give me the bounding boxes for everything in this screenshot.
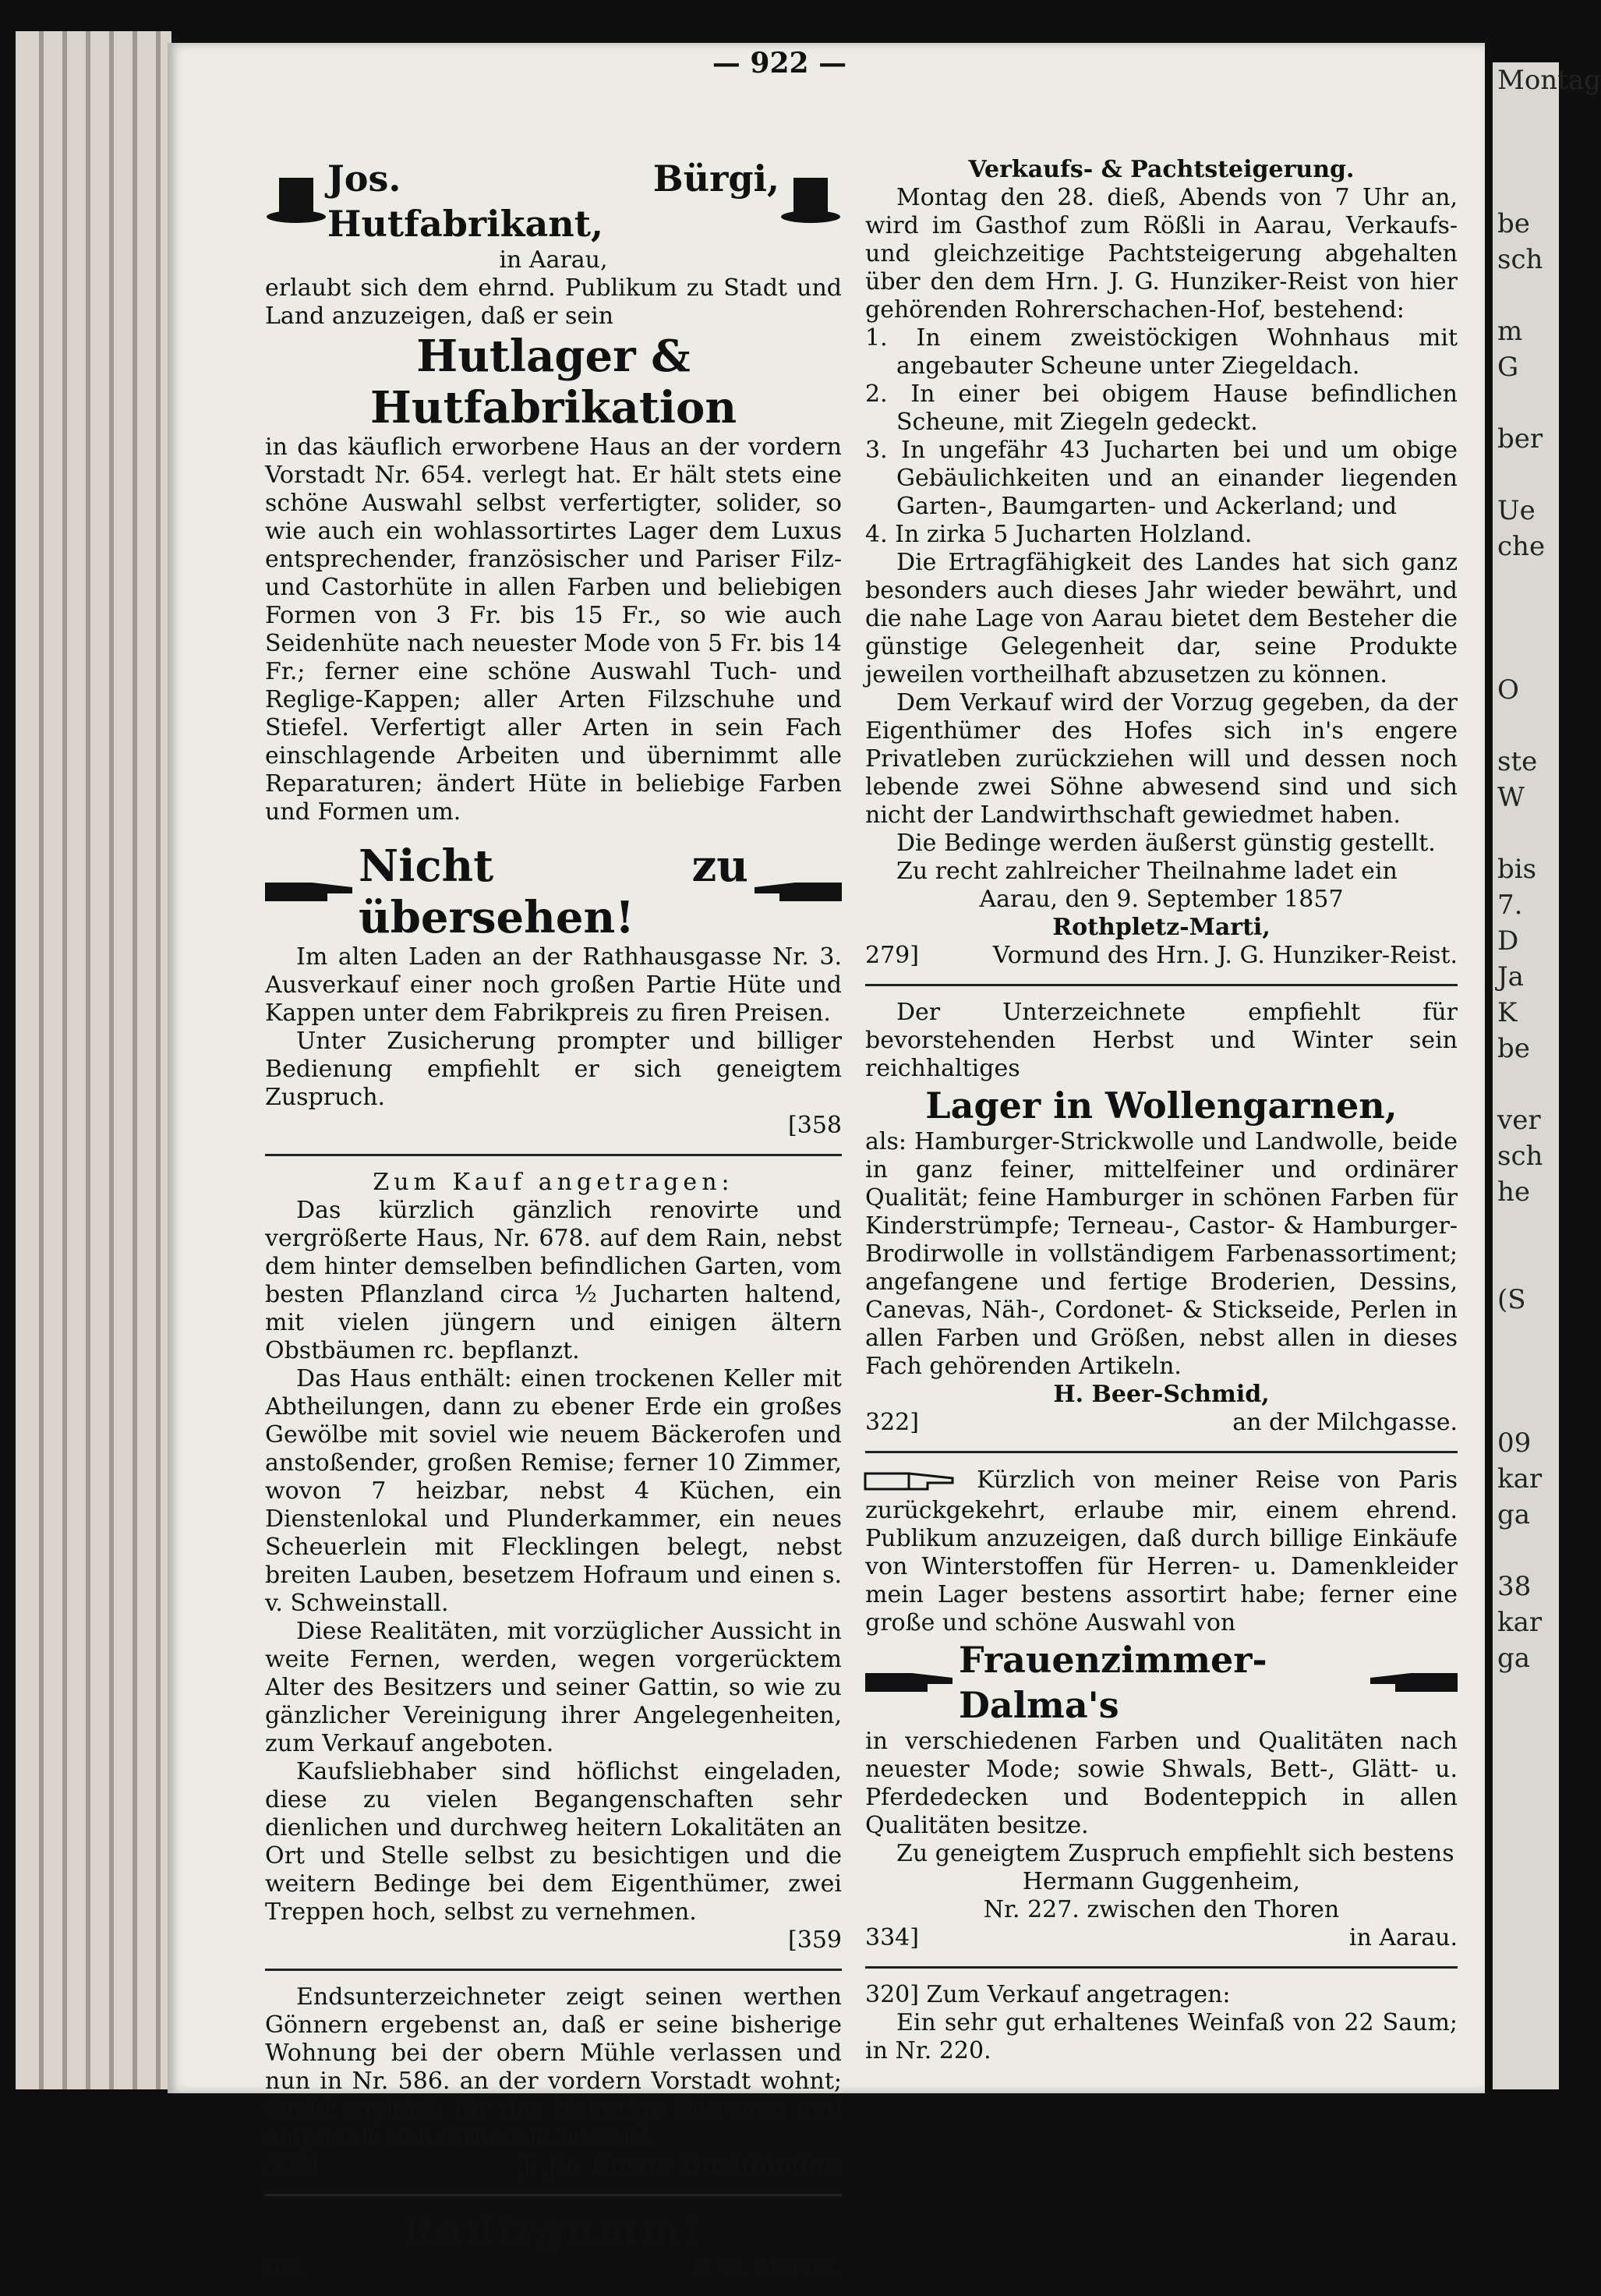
ad-body: Ein sehr gut erhaltenes Weinfaß von 22 Saum; in Nr. 220. — [865, 2009, 1458, 2064]
ad-reference: [359 — [788, 1926, 842, 1954]
ad-pachtsteigerung — [865, 156, 1458, 970]
edge-text-fragment — [1497, 134, 1559, 170]
ad-address: in Aarau. — [1348, 1924, 1458, 1951]
ad-guggenheim — [865, 1466, 1458, 1952]
ad-paragraph: Zu geneigtem Zuspruch empfiehlt sich bestens — [896, 1840, 1454, 1867]
ad-intro: Der Unterzeichnete empfiehlt für bevorstehenden Herbst und Winter sein reichhaltiges — [865, 999, 1458, 1082]
edge-text-fragment: be — [1497, 208, 1530, 239]
edge-text-fragment — [1497, 815, 1559, 851]
edge-text-fragment: sch — [1497, 244, 1543, 275]
edge-text-fragment: kar — [1497, 1607, 1543, 1638]
edge-text-fragment — [1497, 1318, 1559, 1353]
divider — [265, 1154, 842, 1156]
edge-text-fragment: Montag — [1497, 65, 1601, 96]
edge-text-fragment — [1497, 278, 1559, 313]
edge-text-fragment: ga — [1497, 1499, 1531, 1530]
edge-text-fragment — [1497, 1067, 1559, 1102]
ad-signature: H. Beer-Schmid, — [1053, 1381, 1270, 1408]
ad-paragraph: Kaufsliebhaber sind höflichst eingeladen, diese zu vielen Begangenschaften sehr dienlichen und durchweg heitern Lokalitäten an Ort und Stelle selbst zu besichtigen und die weitern Bedinge bei dem Eigenthümer, zwei Treppen hoch, selbst zu vernehmen. — [265, 1758, 842, 1926]
divider — [865, 1451, 1458, 1453]
edge-text-fragment: he — [1497, 1176, 1531, 1208]
ad-intro: Montag den 28. dieß, Abends von 7 Uhr an, wird im Gasthof zum Rößli in Aarau, Verkaufs- und gleichzeitige Pachtsteigerung abgehalten über den dem Hrn. J. G. Hunziker-Reist von hier gehörenden Rohrerschachen-Hof, bestehend: — [865, 184, 1458, 324]
ad-buser — [265, 1983, 842, 2180]
ad-reference: 279] — [865, 942, 919, 969]
ad-heading: 320] Zum Verkauf angetragen: — [865, 1981, 1231, 2008]
edge-text-fragment — [1497, 1389, 1559, 1425]
right-column — [865, 156, 1458, 2079]
ad-seller: F. G. Martin. — [693, 2254, 842, 2281]
ad-reference: 334] — [865, 1924, 919, 1951]
book-page-stack — [16, 31, 171, 2089]
top-hat-icon — [779, 174, 842, 228]
ad-buergi — [265, 156, 842, 826]
property-list — [865, 324, 1458, 549]
edge-text-fragment: ga — [1497, 1643, 1531, 1674]
edge-text-fragment — [1497, 98, 1559, 134]
divider — [865, 1966, 1458, 1969]
ad-headline: Frauenzimmer-Dalma's — [959, 1639, 1267, 1726]
ad-headline: Radirgummi — [404, 2210, 703, 2252]
edge-text-fragment — [1497, 1353, 1559, 1389]
edge-text-fragment — [1497, 385, 1559, 421]
advertiser-place: in Aarau, — [499, 246, 608, 274]
ad-paragraph: Zu recht zahlreicher Theilnahme ladet ein — [896, 858, 1398, 885]
ad-body: Endsunterzeichneter zeigt seinen werthen Gönnern ergebenst an, daß er seine bisherige Wohnung bei der obern Mühle verlassen und nun in Nr. 586. an der vordern Vorstadt wohnt; dankt zugleich für das bisherige Zutrauen und empfiehlt sich fernerhin bestens. — [265, 1983, 842, 2151]
pointing-hand-icon — [865, 1667, 959, 1698]
ad-paragraph: Dem Verkauf wird der Vorzug gegeben, da der Eigenthümer des Hofes sich in's engere Privatleben zurückziehen will und dessen noch lebende zwei Söhne abwesend sind und sich nicht der Landwirthschaft gewiedmet haben. — [865, 689, 1458, 829]
edge-text-fragment: che — [1497, 531, 1546, 562]
pointing-hand-icon — [865, 1466, 959, 1497]
divider — [265, 1969, 842, 1971]
ad-reference: 322] — [865, 1409, 919, 1436]
edge-text-fragment — [1497, 708, 1559, 744]
ad-reference: 352] — [265, 2152, 319, 2179]
ad-headline: Hutlager & Hutfabrikation — [369, 331, 737, 433]
edge-text-fragment: m — [1497, 316, 1523, 347]
divider — [865, 984, 1458, 986]
list-item: 1. In einem zweistöckigen Wohnhaus mit angebauter Scheune unter Ziegeldach. — [865, 324, 1458, 380]
edge-text-fragment: O — [1497, 674, 1519, 706]
pointing-hand-icon — [748, 876, 842, 907]
edge-text-fragment: ber — [1497, 423, 1543, 455]
ad-intro: erlaubt sich dem ehrnd. Publikum zu Stadt und Land anzuzeigen, daß er sein — [265, 274, 842, 330]
ad-wollengarne — [865, 999, 1458, 1437]
ad-label: bei — [265, 2254, 302, 2281]
ad-body — [865, 1466, 1458, 1637]
ad-address: an der Milchgasse. — [1232, 1409, 1458, 1436]
ad-heading: Zum Kauf angetragen: — [373, 1169, 734, 1196]
ad-paragraph: Das Haus enthält: einen trockenen Keller mit Abtheilungen, dann zu ebener Erde ein großes Gewölbe mit soviel wie neuem Bäckerofen und anstoßender, großen Remise; ferner 10 Zimmer, wovon 7 heizbar, nebst 4 Küchen, ein Dienstenlokal und Plunderkammer, ein neues Scheuerlein mit Flecklingen belegt, nebst breiten Lauben, besetzem Hofraum und einen s. v. Schweinstall. — [265, 1365, 842, 1617]
divider — [265, 2194, 842, 2196]
edge-text-fragment: 7. — [1497, 890, 1523, 921]
ad-body: als: Hamburger-Strickwolle und Landwolle, beide in ganz feiner, mittelfeiner und ordinärer Qualität; feine Hamburger in schönen Farben für Kinderstrümpfe; Terneau-, Castor- & Hamburger-Brodirwolle in vollständigem Farbenassortiment; angefangene und fertige Broderien, Dessins, Canevas, Näh-, Cordonet- & Stickseide, Perlen in allen Farben und Größen, nebst allen in dieses Fach gehörenden Artikeln. — [865, 1128, 1458, 1380]
edge-text-fragment — [1497, 600, 1559, 636]
ad-paragraph: Die Ertragfähigkeit des Landes hat sich ganz besonders auch dieses Jahr wieder bewährt, und die nahe Lage von Aarau bietet dem Besteher die günstige Gelegenheit dar, seine Produkte jeweilen vortheilhaft abzusetzen zu können. — [865, 549, 1458, 688]
ad-weinfass — [865, 1981, 1458, 2065]
ad-haus-verkauf — [265, 1169, 842, 1955]
edge-text-fragment: 38 — [1497, 1571, 1532, 1602]
ad-signature: Hermann Guggenheim, — [1022, 1868, 1301, 1895]
ad-headline: Nicht zu übersehen! — [359, 840, 748, 943]
edge-text-fragment — [1497, 457, 1559, 493]
advertiser-name: Jos. Bürgi, Hutfabrikant, — [327, 157, 779, 245]
edge-text-fragment — [1497, 636, 1559, 672]
page-number: — 922 — — [712, 47, 847, 80]
edge-text-fragment: be — [1497, 1033, 1530, 1064]
edge-text-fragment: Ue — [1497, 495, 1536, 526]
edge-text-fragment — [1497, 1533, 1559, 1569]
ad-role: Vormund des Hrn. J. G. Hunziker-Reist. — [992, 942, 1458, 969]
ad-body: Im alten Laden an der Rathhausgasse Nr. 3. Ausverkauf einer noch großen Partie Hüte und Kappen unter dem Fabrikpreis zu firen Preisen. — [265, 943, 842, 1027]
edge-text-fragment: ver — [1497, 1105, 1541, 1136]
edge-text-fragment: Ja — [1497, 961, 1524, 992]
ad-nicht-zu-uebersehen — [265, 840, 842, 1140]
pointing-hand-icon — [265, 876, 359, 907]
pointing-hand-icon — [1364, 1667, 1458, 1698]
ad-paragraph: Das kürzlich gänzlich renovirte und vergrößerte Haus, Nr. 678. auf dem Rain, nebst dem hinter demselben befindlichen Garten, vom besten Pflanzland circa ½ Jucharten haltend, mit vielen jüngern und einigen ältern Obstbäumen rc. bepflanzt. — [265, 1197, 842, 1364]
ad-reference: [358 — [788, 1112, 842, 1139]
edge-text-fragment: ste — [1497, 746, 1538, 777]
adjacent-page-edge — [1493, 62, 1601, 2089]
edge-text-fragment — [1497, 1246, 1559, 1282]
edge-text-fragment: (S — [1497, 1284, 1526, 1315]
ad-heading: Verkaufs- & Pachtsteigerung. — [968, 156, 1355, 183]
edge-text-fragment — [1497, 170, 1559, 206]
ad-body-2: in verschiedenen Farben und Qualitäten nach neuester Mode; sowie Shwals, Bett-, Glätt- u. Pferdedecken und Bodenteppich in allen Qualitäten besitze. — [865, 1728, 1458, 1839]
ad-date: Aarau, den 9. September 1857 — [979, 886, 1344, 913]
edge-text-fragment: W — [1497, 782, 1525, 813]
edge-text-fragment: D — [1497, 925, 1519, 957]
edge-text-fragment: G — [1497, 352, 1519, 383]
edge-text-fragment: sch — [1497, 1141, 1543, 1172]
top-hat-icon — [265, 174, 327, 228]
edge-text-fragment: K — [1497, 997, 1518, 1028]
ad-address: Nr. 227. zwischen den Thoren — [983, 1896, 1340, 1923]
ad-paragraph: Diese Realitäten, mit vorzüglicher Aussicht in weite Fernen, werden, wegen vorgerücktem Alter des Besitzers und seiner Gattin, so wie zu gänzlicher Vereinigung ihrer Angelegenheiten, zum Verkauf angeboten. — [265, 1618, 842, 1757]
ad-paragraph: Die Bedinge werden äußerst günstig gestellt. — [896, 830, 1436, 857]
left-column — [265, 156, 842, 2296]
list-item: 3. In ungefähr 43 Jucharten bei und um obige Gebäulichkeiten und an einander liegenden Garten-, Baumgarten- und Ackerland; und — [865, 437, 1458, 520]
ad-headline: Lager in Wollengarnen, — [925, 1084, 1398, 1127]
edge-text-fragment — [1497, 564, 1559, 600]
list-item: 2. In einer bei obigem Hause befindlichen Scheune, mit Ziegeln gedeckt. — [865, 380, 1458, 436]
edge-text-fragment — [1497, 1210, 1559, 1246]
edge-text-fragment: bis — [1497, 854, 1537, 885]
list-item: 4. In zirka 5 Jucharten Holzland. — [865, 521, 1253, 548]
ad-body-text: Kürzlich von meiner Reise von Paris zurückgekehrt, erlaube mir, einem ehrend. Publikum anzuzeigen, daß durch billige Einkäufe von Winterstoffen für Herren- u. Damenkleider mein Lager bestens assortirt habe; ferner eine große und schöne Auswahl von — [865, 1466, 1458, 1636]
ad-body: in das käuflich erworbene Haus an der vordern Vorstadt Nr. 654. verlegt hat. Er hält stets eine schöne Auswahl selbst verfertigter, solider, so wie auch ein wohlassortirtes Lager dem Luxus entsprechender, französischer und Pariser Filz- und Castorhüte in allen Farben und beliebigen Formen von 3 Fr. bis 15 Fr., so wie auch Seidenhüte nach neuester Mode von 5 Fr. bis 14 Fr.; ferner eine schöne Auswahl Tuch- und Reglige-Kappen; aller Arten Filzschuhe und Stiefel. Verfertigt aller Arten in sein Fach einschlagende Arbeiten und übernimmt alle Reparaturen; ändert Hüte in beliebige Farben und Formen um. — [265, 433, 842, 826]
ad-signature: Rothpletz-Marti, — [1052, 914, 1271, 941]
ad-signature: J. Jk. Buser, Buchbinder. — [521, 2152, 842, 2179]
edge-text-fragment: 09 — [1497, 1427, 1532, 1459]
ad-radirgummi — [265, 2209, 842, 2282]
ad-body-2: Unter Zusicherung prompter und billiger Bedienung empfiehlt er sich geneigtem Zuspruch. — [265, 1028, 842, 1111]
edge-text-fragment: kar — [1497, 1463, 1543, 1495]
